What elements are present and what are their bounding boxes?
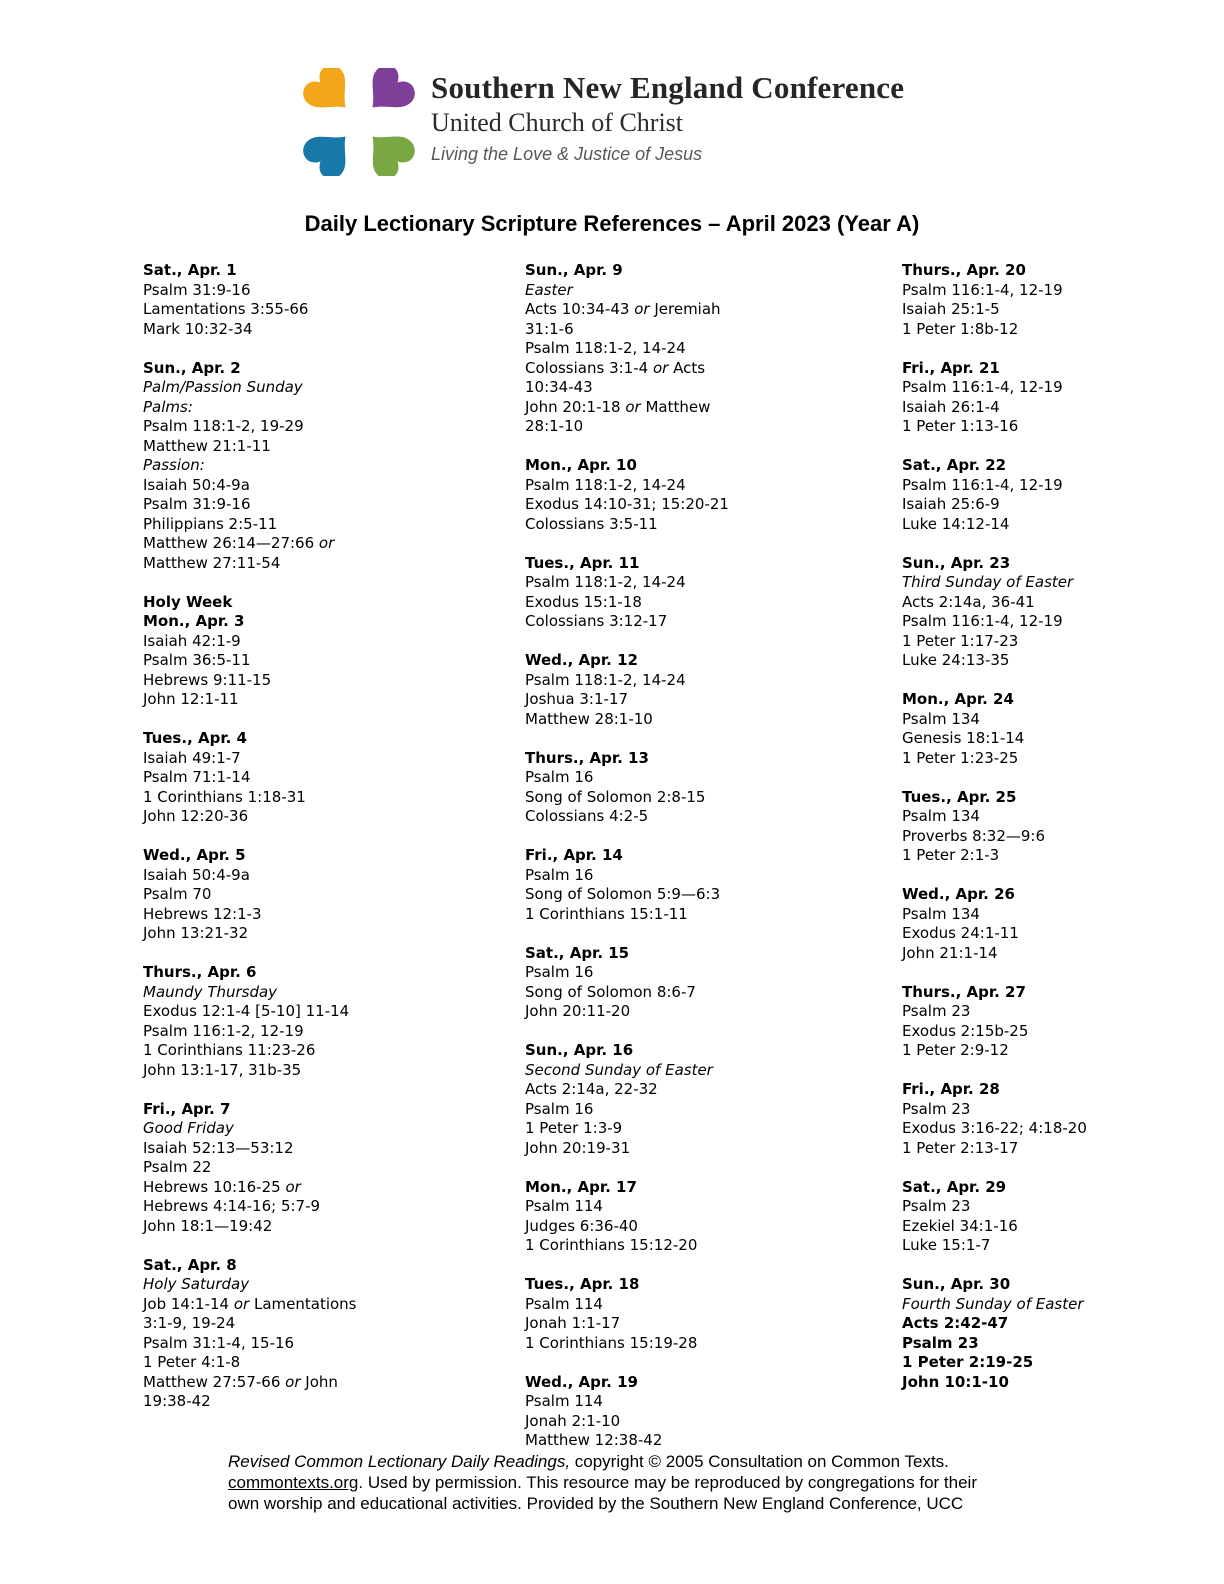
day-heading: Wed., Apr. 26	[902, 885, 1015, 903]
scripture-line: 1 Peter 2:19-25	[902, 1353, 1034, 1371]
lectionary-column-3	[902, 261, 1224, 1392]
scripture-line: Exodus 24:1-11	[902, 924, 1019, 942]
scripture-line: Psalm 23	[902, 1333, 979, 1352]
scripture-line: Matthew 12:38-42	[525, 1431, 663, 1449]
scripture-line: Hebrews 12:1-3	[143, 904, 262, 923]
scripture-line: Mark 10:32-34	[143, 319, 253, 338]
heart-top-left-icon	[303, 68, 362, 124]
day-subtitle: Good Friday	[143, 1119, 234, 1137]
scripture-line: 28:1-10	[525, 417, 584, 435]
scripture-line: Psalm 31:9-16	[143, 280, 251, 299]
day-subtitle: Palms:	[143, 397, 193, 416]
scripture-line: Exodus 14:10-31; 15:20-21	[525, 495, 729, 513]
scripture-line: Psalm 134	[902, 709, 980, 728]
day-entry	[143, 261, 525, 339]
day-entry	[902, 983, 1224, 1061]
scripture-line: John 12:1-11	[143, 690, 239, 708]
day-subtitle: Third Sunday of Easter	[902, 573, 1074, 591]
scripture-line: Hebrews 9:11-15	[143, 670, 272, 689]
commontexts-link[interactable]: commontexts.org	[228, 1473, 359, 1492]
day-subtitle: Palm/Passion Sunday	[143, 378, 303, 396]
heart-top-right-icon	[356, 68, 415, 124]
scripture-line: John 20:19-31	[525, 1138, 631, 1157]
day-heading: Fri., Apr. 14	[525, 846, 623, 864]
scripture-line: 1 Corinthians 15:1-11	[525, 904, 688, 923]
scripture-line: Isaiah 25:6-9	[902, 495, 1000, 513]
scripture-line: Psalm 22	[143, 1158, 212, 1176]
scripture-line: 19:38-42	[143, 1392, 211, 1410]
day-entry	[525, 1373, 902, 1451]
scripture-line: Psalm 118:1-2, 19-29	[143, 417, 304, 435]
day-heading: Mon., Apr. 17	[525, 1177, 637, 1196]
scripture-line: Jonah 1:1-17	[525, 1314, 621, 1332]
scripture-line: Acts 10:34-43 or Jeremiah	[525, 300, 721, 318]
scripture-line: Isaiah 25:1-5	[902, 300, 1000, 318]
scripture-line: Ezekiel 34:1-16	[902, 1216, 1018, 1235]
day-heading: Sat., Apr. 8	[143, 1255, 237, 1274]
day-entry	[143, 1100, 525, 1237]
scripture-line: Exodus 3:16-22; 4:18-20	[902, 1119, 1087, 1137]
scripture-line: Psalm 71:1-14	[143, 768, 251, 786]
scripture-line: Psalm 70	[143, 885, 212, 903]
lectionary-columns	[143, 261, 1224, 1451]
day-entry	[143, 593, 525, 710]
day-entry	[902, 1275, 1224, 1392]
day-entry	[525, 456, 902, 534]
day-entry	[143, 729, 525, 827]
scripture-line: Colossians 3:5-11	[525, 514, 658, 533]
scripture-line: Colossians 3:12-17	[525, 612, 668, 630]
scripture-line: 1 Corinthians 15:12-20	[525, 1236, 698, 1254]
scripture-line: Psalm 23	[902, 1197, 971, 1215]
scripture-line: Isaiah 50:4-9a	[143, 865, 250, 884]
scripture-line: Matthew 26:14—27:66 or	[143, 534, 335, 552]
scripture-line: Acts 2:14a, 22-32	[525, 1080, 658, 1098]
footer-line-2	[228, 1472, 1088, 1493]
scripture-line: Psalm 134	[902, 904, 980, 923]
day-entry	[902, 1080, 1224, 1158]
scripture-line: Psalm 114	[525, 1392, 603, 1410]
day-subtitle: Second Sunday of Easter	[525, 1060, 713, 1079]
scripture-line: Job 14:1-14 or Lamentations	[143, 1294, 357, 1313]
scripture-line: Luke 15:1-7	[902, 1236, 991, 1254]
scripture-line: Luke 24:13-35	[902, 651, 1010, 669]
day-subtitle: Passion:	[143, 456, 205, 474]
scripture-line: Colossians 3:1-4 or Acts	[525, 358, 706, 377]
heart-icons-group	[303, 68, 415, 176]
day-heading: Thurs., Apr. 6	[143, 963, 257, 981]
day-heading: Sat., Apr. 1	[143, 261, 237, 279]
day-entry	[143, 963, 525, 1080]
day-heading: Wed., Apr. 5	[143, 846, 246, 864]
scripture-line: Joshua 3:1-17	[525, 690, 629, 708]
brand-text-block	[431, 68, 904, 169]
day-entry	[525, 651, 902, 729]
scripture-line: Psalm 118:1-2, 14-24	[525, 573, 686, 591]
scripture-line: 1 Peter 2:9-12	[902, 1041, 1009, 1059]
ucc-clover-cross-logo	[303, 68, 415, 176]
day-heading: Sun., Apr. 9	[525, 261, 623, 279]
scripture-line: Philippians 2:5-11	[143, 514, 278, 533]
scripture-line: Proverbs 8:32—9:6	[902, 826, 1045, 845]
day-heading: Mon., Apr. 3	[143, 612, 245, 630]
scripture-line: Psalm 114	[525, 1197, 603, 1215]
footer-permission-text: . Used by permission. This resource may be reproduced by congregations for their	[358, 1473, 977, 1492]
scripture-line: 1 Peter 4:1-8	[143, 1353, 241, 1371]
scripture-line: Colossians 4:2-5	[525, 807, 649, 825]
scripture-line: John 21:1-14	[902, 943, 998, 962]
scripture-line: Judges 6:36-40	[525, 1216, 638, 1235]
day-entry	[525, 1275, 902, 1353]
day-heading: Sat., Apr. 15	[525, 943, 630, 962]
scripture-line: John 13:21-32	[143, 924, 249, 942]
scripture-line: Psalm 116:1-4, 12-19	[902, 612, 1063, 630]
scripture-line: Isaiah 42:1-9	[143, 631, 241, 650]
scripture-line: Psalm 31:1-4, 15-16	[143, 1333, 295, 1352]
day-entry	[902, 788, 1224, 866]
day-heading: Fri., Apr. 21	[902, 358, 1000, 377]
day-entry	[525, 1041, 902, 1158]
scripture-line: 1 Corinthians 11:23-26	[143, 1041, 316, 1059]
scripture-line: Psalm 116:1-4, 12-19	[902, 280, 1063, 299]
brand-header	[303, 68, 904, 176]
lectionary-column-2	[525, 261, 902, 1451]
org-denomination: United Church of Christ	[431, 108, 684, 137]
scripture-line: 1 Peter 2:1-3	[902, 846, 1000, 864]
scripture-line: Exodus 15:1-18	[525, 592, 642, 611]
footer-line-1	[228, 1451, 1088, 1472]
scripture-line: 10:34-43	[525, 378, 593, 396]
scripture-line: Psalm 23	[902, 1002, 971, 1020]
day-heading: Sun., Apr. 30	[902, 1275, 1011, 1293]
day-heading: Wed., Apr. 12	[525, 651, 638, 669]
day-entry	[525, 944, 902, 1022]
scripture-line: Acts 2:42-47	[902, 1314, 1009, 1332]
scripture-line: Psalm 116:1-4, 12-19	[902, 475, 1063, 494]
scripture-line: 1 Corinthians 15:19-28	[525, 1333, 698, 1352]
scripture-line: Matthew 21:1-11	[143, 436, 271, 455]
day-subtitle: Fourth Sunday of Easter	[902, 1294, 1084, 1313]
scripture-line: Isaiah 52:13—53:12	[143, 1138, 294, 1157]
scripture-line: Psalm 16	[525, 768, 594, 786]
footer-source-title: Revised Common Lectionary Daily Readings,	[228, 1452, 571, 1471]
day-entry	[525, 846, 902, 924]
scripture-line: Isaiah 50:4-9a	[143, 475, 250, 494]
scripture-line: 3:1-9, 19-24	[143, 1314, 236, 1332]
scripture-line: Psalm 116:1-4, 12-19	[902, 378, 1063, 396]
scripture-line: Matthew 27:57-66 or John	[143, 1372, 338, 1391]
day-entry	[525, 749, 902, 827]
page-title: Daily Lectionary Scripture References – April 2023 (Year A)	[304, 210, 920, 236]
scripture-line: Psalm 16	[525, 963, 594, 981]
scripture-line: 1 Corinthians 1:18-31	[143, 787, 306, 806]
scripture-line: 1 Peter 2:13-17	[902, 1138, 1019, 1157]
scripture-line: Psalm 114	[525, 1294, 603, 1313]
scripture-line: Psalm 134	[902, 807, 980, 825]
footer-copyright-text: copyright © 2005 Consultation on Common Texts.	[570, 1452, 949, 1471]
scripture-line: Song of Solomon 2:8-15	[525, 787, 706, 806]
scripture-line: Jonah 2:1-10	[525, 1411, 621, 1430]
scripture-line: Psalm 118:1-2, 14-24	[525, 339, 686, 357]
day-entry	[902, 885, 1224, 963]
day-entry	[902, 1178, 1224, 1256]
footer-credit	[228, 1451, 1088, 1514]
day-heading: Holy Week	[143, 592, 233, 611]
day-heading: Tues., Apr. 11	[525, 553, 640, 572]
day-heading: Fri., Apr. 28	[902, 1080, 1000, 1098]
org-name: Southern New England Conference	[431, 70, 905, 105]
scripture-line: Lamentations 3:55-66	[143, 300, 309, 318]
scripture-line: Exodus 12:1-4 [5-10] 11-14	[143, 1002, 350, 1020]
day-entry	[525, 554, 902, 632]
day-entry	[902, 554, 1224, 671]
day-heading: Sun., Apr. 16	[525, 1041, 634, 1059]
scripture-line: Psalm 23	[902, 1099, 971, 1118]
footer-line-3: own worship and educational activities. Provided by the Southern New England Conference, UCC	[228, 1494, 964, 1513]
scripture-line: 1 Peter 1:23-25	[902, 748, 1019, 767]
scripture-line: 1 Peter 1:3-9	[525, 1119, 623, 1137]
day-entry	[525, 261, 902, 437]
scripture-line: Acts 2:14a, 36-41	[902, 592, 1035, 611]
day-entry	[902, 690, 1224, 768]
scripture-line: Hebrews 4:14-16; 5:7-9	[143, 1197, 321, 1215]
heart-bottom-left-icon	[303, 120, 362, 176]
day-heading: Thurs., Apr. 27	[902, 982, 1026, 1001]
day-heading: Tues., Apr. 18	[525, 1275, 640, 1293]
scripture-line: Exodus 2:15b-25	[902, 1021, 1029, 1040]
scripture-line: 1 Peter 1:13-16	[902, 417, 1019, 435]
day-entry	[143, 359, 525, 574]
day-heading: Tues., Apr. 25	[902, 787, 1017, 806]
day-heading: Sat., Apr. 29	[902, 1177, 1007, 1196]
scripture-line: 1 Peter 1:17-23	[902, 631, 1019, 650]
scripture-line: John 12:20-36	[143, 807, 249, 825]
scripture-line: Psalm 16	[525, 865, 594, 884]
scripture-line: Matthew 27:11-54	[143, 553, 281, 572]
scripture-line: John 10:1-10	[902, 1372, 1009, 1391]
scripture-line: Psalm 116:1-2, 12-19	[143, 1021, 304, 1040]
scripture-line: Luke 14:12-14	[902, 514, 1010, 533]
scripture-line: Song of Solomon 8:6-7	[525, 982, 696, 1001]
scripture-line: Song of Solomon 5:9—6:3	[525, 885, 721, 903]
scripture-line: 31:1-6	[525, 319, 574, 338]
day-heading: Mon., Apr. 24	[902, 690, 1014, 708]
scripture-line: John 20:11-20	[525, 1002, 631, 1020]
scripture-line: Genesis 18:1-14	[902, 729, 1025, 747]
day-entry	[902, 456, 1224, 534]
heart-bottom-right-icon	[356, 120, 415, 176]
day-heading: Sun., Apr. 23	[902, 553, 1011, 572]
day-entry	[525, 1178, 902, 1256]
scripture-line: Isaiah 26:1-4	[902, 397, 1000, 416]
day-heading: Fri., Apr. 7	[143, 1099, 231, 1118]
day-heading: Sat., Apr. 22	[902, 456, 1007, 474]
scripture-line: John 18:1—19:42	[143, 1216, 273, 1235]
day-heading: Tues., Apr. 4	[143, 729, 247, 747]
scripture-line: Matthew 28:1-10	[525, 709, 653, 728]
scripture-line: Psalm 16	[525, 1099, 594, 1118]
day-entry	[143, 846, 525, 944]
day-heading: Thurs., Apr. 13	[525, 748, 649, 767]
scripture-line: Psalm 31:9-16	[143, 495, 251, 513]
day-entry	[902, 261, 1224, 339]
day-subtitle: Maundy Thursday	[143, 982, 278, 1001]
scripture-line: Psalm 118:1-2, 14-24	[525, 670, 686, 689]
day-heading: Thurs., Apr. 20	[902, 261, 1026, 279]
scripture-line: John 20:1-18 or Matthew	[525, 397, 711, 416]
day-subtitle: Holy Saturday	[143, 1275, 250, 1293]
scripture-line: Isaiah 49:1-7	[143, 748, 241, 767]
scripture-line: Psalm 118:1-2, 14-24	[525, 475, 686, 494]
day-heading: Wed., Apr. 19	[525, 1372, 638, 1391]
scripture-line: Hebrews 10:16-25 or	[143, 1177, 301, 1196]
lectionary-column-1	[143, 261, 525, 1412]
scripture-line: John 13:1-17, 31b-35	[143, 1060, 302, 1079]
scripture-line: 1 Peter 1:8b-12	[902, 319, 1019, 338]
scripture-line: Psalm 36:5-11	[143, 651, 251, 669]
day-heading: Sun., Apr. 2	[143, 358, 241, 377]
org-tagline: Living the Love & Justice of Jesus	[431, 144, 703, 164]
day-entry	[902, 359, 1224, 437]
day-heading: Mon., Apr. 10	[525, 456, 637, 474]
day-subtitle: Easter	[525, 280, 573, 299]
day-entry	[143, 1256, 525, 1412]
